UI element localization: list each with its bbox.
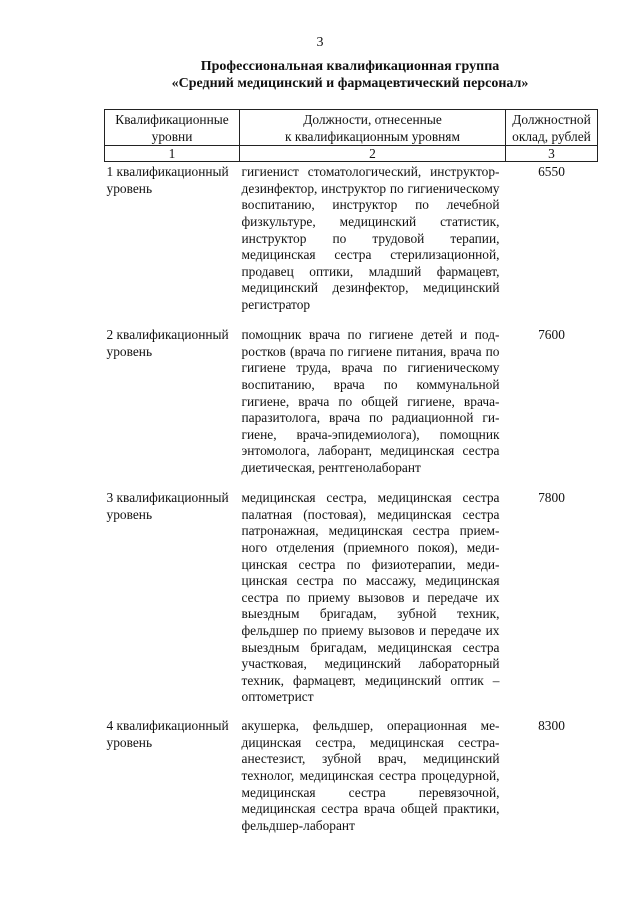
- page-number: 3: [316, 35, 324, 50]
- table-row: [105, 488, 598, 716]
- qualification-level: 3 квалификационный уровень: [106, 490, 229, 522]
- positions-list: акушерка, фельдшер, операционная медицинская сестра, медицинская сестра-анестезист, зубной врач, медицинский технолог, медицинская сестра процедурной, медицинская сестра перевязочной, медицинская сестра врача общей практики, фельдшер-лаборант: [241, 718, 500, 833]
- table-row: [105, 162, 598, 326]
- header-positions-line-1: Должности, отнесенные: [303, 112, 442, 127]
- qualification-level: 4 квалификационный уровень: [106, 718, 229, 750]
- positions-list: помощник врача по гигиене детей и подростков (врача по гигиене питания, врача по гигиене труда, врача по гигиеническому воспитанию, врача по коммунальной гигиене, врача по общей гигиене, врача-паразитолога, врача по радиационной гигиене, врача-эпидемиолога), помощник энтомолога, лаборант, медицинская сестра диетическая, рентгенолаборант: [241, 327, 500, 475]
- table-row: [105, 716, 598, 836]
- salary-value: 7800: [538, 490, 565, 506]
- qualification-level: 1 квалификационный уровень: [106, 164, 229, 196]
- table-row: [105, 325, 598, 488]
- salary-value: 6550: [538, 164, 565, 180]
- positions-list: медицинская сестра, медицинская сестра палатная (постовая), медицинская сестра патронажная, медицинская сестра приемного отделения (приемного покоя), медицинская сестра по физиотерапии, медицинская сестра по массажу, медицинская сестра по приему вызовов и передаче их выездным бригадам, зубной техник, фельдшер по приему вызовов и передаче их выездным бригадам, медицинская сестра участковая, медицинский лабораторный техник, фармацевт, медицинский оптик – оптометрист: [241, 490, 500, 705]
- header-row: [105, 110, 598, 146]
- document-title-line-2: «Средний медицинский и фармацевтический персонал»: [171, 76, 529, 91]
- salary-value: 8300: [538, 718, 565, 734]
- column-number-row: [105, 146, 598, 162]
- table-body: [105, 162, 598, 837]
- column-number: 3: [506, 146, 598, 162]
- document-title-line-1: Профессиональная квалификационная группа: [200, 59, 500, 74]
- salary-value: 7600: [538, 327, 565, 343]
- positions-list: гигиенист стоматологический, инструктор-дезинфектор, инструктор по гигиеническому воспитанию, инструктор по лечебной физкультуре, медицинский статистик, инструктор по трудовой терапии, медицинская сестра стерилизационной, продавец оптики, младший фармацевт, медицинский дезинфектор, медицинский регистратор: [241, 164, 500, 312]
- qualification-level: 2 квалификационный уровень: [106, 327, 229, 359]
- document-title: [60, 58, 640, 92]
- qualification-table: [104, 109, 598, 836]
- column-number: 1: [105, 146, 240, 162]
- column-number: 2: [240, 146, 506, 162]
- header-positions-line-2: к квалификационным уровням: [285, 128, 460, 144]
- header-qualification-levels: Квалификационные уровни: [105, 110, 240, 146]
- table-header: [105, 110, 598, 162]
- header-positions: [240, 110, 506, 146]
- header-salary: Должностной оклад, рублей: [506, 110, 598, 146]
